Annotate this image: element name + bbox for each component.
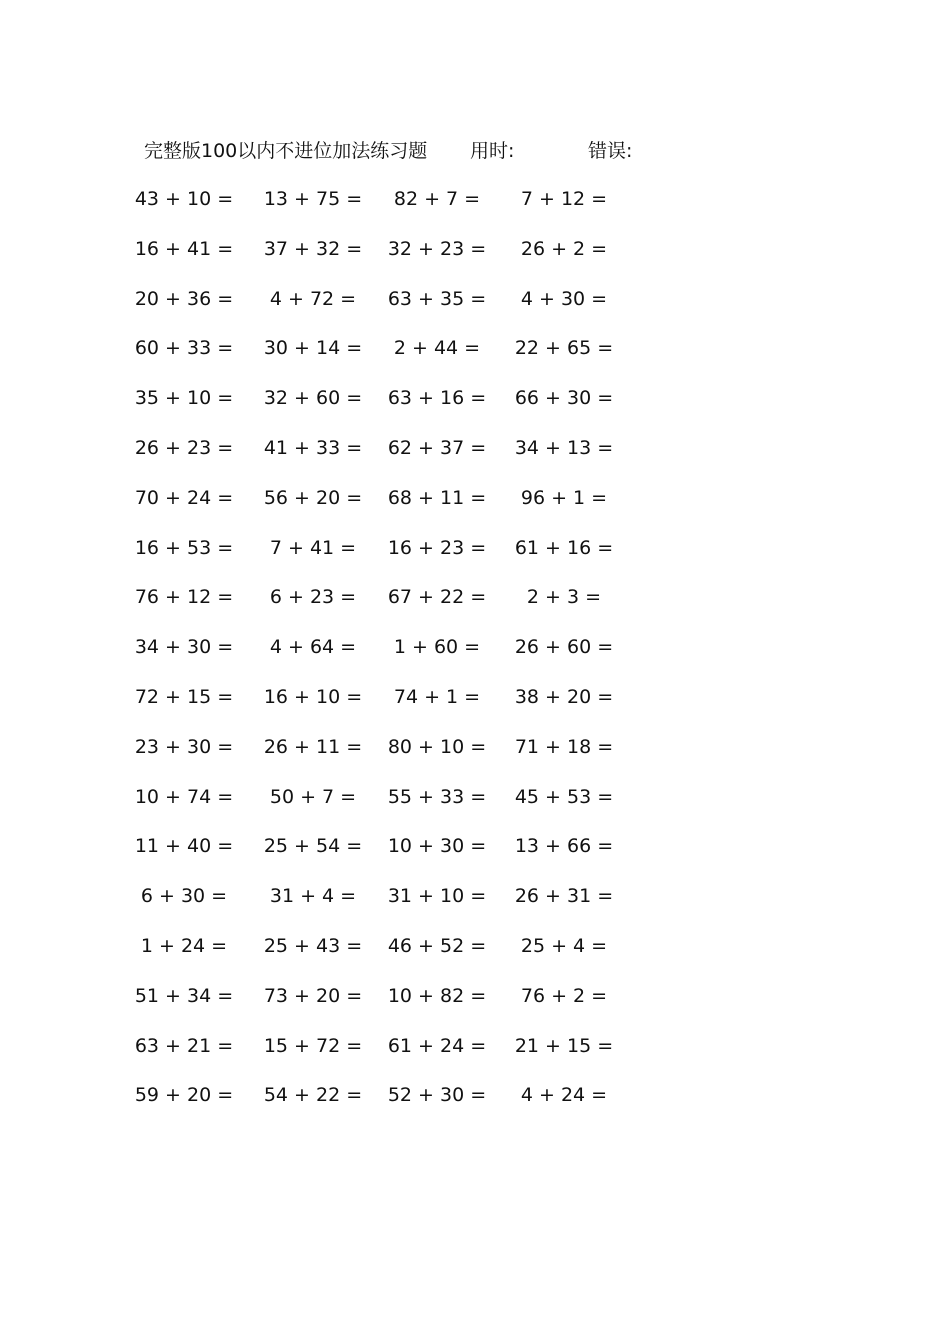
problem-row xyxy=(0,632,950,682)
problem-item: 6 + 23 = xyxy=(269,586,357,609)
problem-row xyxy=(0,284,950,334)
problem-item: 26 + 2 = xyxy=(520,237,608,260)
problem-item: 96 + 1 = xyxy=(520,486,608,509)
problem-item: 31 + 10 = xyxy=(387,885,487,908)
problem-item: 25 + 43 = xyxy=(263,934,363,957)
problem-row xyxy=(0,782,950,832)
problem-item: 67 + 22 = xyxy=(387,586,487,609)
problem-item: 23 + 30 = xyxy=(134,735,234,758)
problem-item: 4 + 72 = xyxy=(269,287,357,310)
problem-row xyxy=(0,533,950,583)
problem-item: 16 + 41 = xyxy=(134,237,234,260)
problem-row xyxy=(0,184,950,234)
problem-item: 25 + 54 = xyxy=(263,835,363,858)
problem-item: 10 + 82 = xyxy=(387,984,487,1007)
time-label: 用时: xyxy=(470,140,515,162)
problem-item: 56 + 20 = xyxy=(263,486,363,509)
problem-row xyxy=(0,1031,950,1081)
problem-item: 6 + 30 = xyxy=(140,885,228,908)
problem-row xyxy=(0,732,950,782)
problem-item: 21 + 15 = xyxy=(514,1034,614,1057)
problem-item: 32 + 23 = xyxy=(387,237,487,260)
problem-item: 34 + 30 = xyxy=(134,636,234,659)
problem-item: 11 + 40 = xyxy=(134,835,234,858)
problem-item: 25 + 4 = xyxy=(520,934,608,957)
problem-item: 80 + 10 = xyxy=(387,735,487,758)
problem-item: 38 + 20 = xyxy=(514,685,614,708)
problem-item: 22 + 65 = xyxy=(514,337,614,360)
problem-item: 13 + 66 = xyxy=(514,835,614,858)
problem-item: 16 + 10 = xyxy=(263,685,363,708)
problem-item: 16 + 23 = xyxy=(387,536,487,559)
problem-item: 68 + 11 = xyxy=(387,486,487,509)
problem-item: 43 + 10 = xyxy=(134,188,234,210)
problem-item: 55 + 33 = xyxy=(387,785,487,808)
problem-item: 13 + 75 = xyxy=(263,188,363,210)
problem-item: 1 + 24 = xyxy=(140,934,228,957)
problem-item: 74 + 1 = xyxy=(393,685,481,708)
problem-row xyxy=(0,433,950,483)
problem-item: 76 + 12 = xyxy=(134,586,234,609)
problem-item: 71 + 18 = xyxy=(514,735,614,758)
problem-item: 62 + 37 = xyxy=(387,436,487,459)
problem-item: 46 + 52 = xyxy=(387,934,487,957)
problem-item: 52 + 30 = xyxy=(387,1084,487,1107)
problem-item: 20 + 36 = xyxy=(134,287,234,310)
problem-row xyxy=(0,981,950,1031)
problem-item: 26 + 23 = xyxy=(134,436,234,459)
problem-item: 59 + 20 = xyxy=(134,1084,234,1107)
problem-row xyxy=(0,483,950,533)
problem-item: 45 + 53 = xyxy=(514,785,614,808)
problem-row xyxy=(0,881,950,931)
problem-row xyxy=(0,931,950,981)
problem-row xyxy=(0,383,950,433)
problem-item: 4 + 64 = xyxy=(269,636,357,659)
problem-item: 70 + 24 = xyxy=(134,486,234,509)
problem-item: 34 + 13 = xyxy=(514,436,614,459)
problem-item: 16 + 53 = xyxy=(134,536,234,559)
problem-item: 72 + 15 = xyxy=(134,685,234,708)
problem-item: 31 + 4 = xyxy=(269,885,357,908)
problem-item: 10 + 30 = xyxy=(387,835,487,858)
problem-item: 63 + 35 = xyxy=(387,287,487,310)
problem-item: 15 + 72 = xyxy=(263,1034,363,1057)
problem-item: 32 + 60 = xyxy=(263,387,363,410)
problem-item: 73 + 20 = xyxy=(263,984,363,1007)
problem-item: 7 + 12 = xyxy=(520,188,608,210)
problem-item: 2 + 44 = xyxy=(393,337,481,360)
worksheet-title: 完整版100以内不进位加法练习题 xyxy=(144,140,428,162)
problem-grid xyxy=(0,184,950,1130)
problem-item: 61 + 16 = xyxy=(514,536,614,559)
problem-item: 1 + 60 = xyxy=(393,636,481,659)
problem-item: 2 + 3 = xyxy=(526,586,602,609)
errors-label: 错误: xyxy=(588,140,633,162)
problem-item: 35 + 10 = xyxy=(134,387,234,410)
problem-item: 82 + 7 = xyxy=(393,188,481,210)
problem-item: 10 + 74 = xyxy=(134,785,234,808)
problem-item: 60 + 33 = xyxy=(134,337,234,360)
problem-item: 76 + 2 = xyxy=(520,984,608,1007)
problem-item: 51 + 34 = xyxy=(134,984,234,1007)
problem-item: 4 + 30 = xyxy=(520,287,608,310)
problem-item: 63 + 16 = xyxy=(387,387,487,410)
problem-item: 7 + 41 = xyxy=(269,536,357,559)
problem-item: 54 + 22 = xyxy=(263,1084,363,1107)
problem-row xyxy=(0,234,950,284)
problem-item: 66 + 30 = xyxy=(514,387,614,410)
problem-item: 26 + 31 = xyxy=(514,885,614,908)
problem-item: 37 + 32 = xyxy=(263,237,363,260)
problem-item: 30 + 14 = xyxy=(263,337,363,360)
problem-item: 26 + 60 = xyxy=(514,636,614,659)
problem-item: 26 + 11 = xyxy=(263,735,363,758)
problem-row xyxy=(0,1080,950,1130)
problem-item: 4 + 24 = xyxy=(520,1084,608,1107)
problem-item: 61 + 24 = xyxy=(387,1034,487,1057)
problem-item: 63 + 21 = xyxy=(134,1034,234,1057)
problem-row xyxy=(0,682,950,732)
problem-row xyxy=(0,831,950,881)
worksheet-header xyxy=(144,136,764,166)
problem-item: 50 + 7 = xyxy=(269,785,357,808)
problem-item: 41 + 33 = xyxy=(263,436,363,459)
problem-row xyxy=(0,582,950,632)
problem-row xyxy=(0,333,950,383)
